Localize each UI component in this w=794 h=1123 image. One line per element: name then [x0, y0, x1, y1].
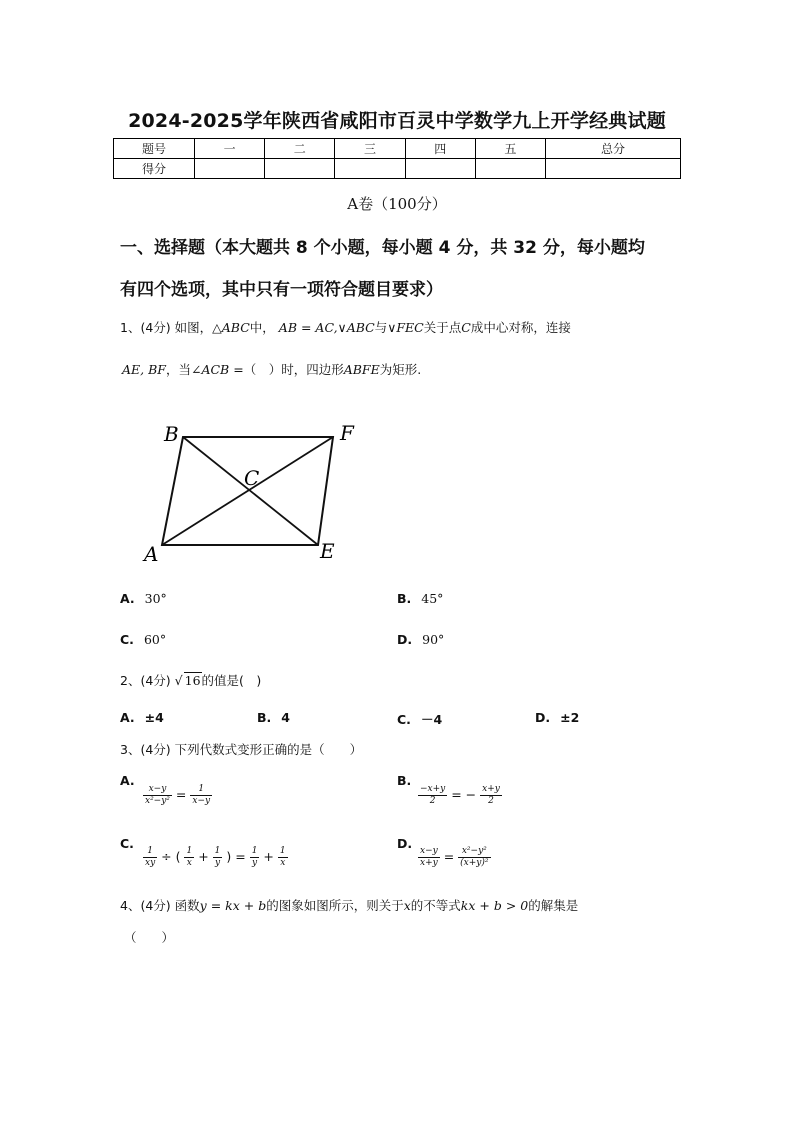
point-label-e: E — [320, 539, 335, 563]
math-expr: x — [403, 898, 411, 913]
fraction — [278, 846, 288, 869]
q3-option-c-expr — [143, 846, 288, 869]
fraction — [418, 846, 440, 869]
point-label-c: C — [244, 466, 260, 490]
denominator: x²−y² — [145, 796, 170, 806]
denominator: x−y — [192, 796, 211, 806]
denominator: xy — [145, 858, 156, 868]
question-number: 3、(4分) — [120, 742, 171, 757]
fraction — [480, 784, 502, 807]
question-1-line1 — [120, 318, 571, 336]
option-letter: B. — [397, 773, 412, 788]
question-number: 4、(4分) — [120, 898, 171, 913]
score-header-cell: 题号 — [114, 139, 195, 159]
numerator: 1 — [279, 846, 286, 856]
math-expr: △ABC — [212, 320, 250, 335]
option-letter: D. — [397, 836, 413, 851]
diagonal-be — [183, 437, 318, 545]
denominator: x+y — [420, 858, 438, 868]
operator: + — [198, 849, 209, 864]
option-letter: A. — [120, 591, 135, 606]
question-text: 的解集是 — [528, 898, 579, 913]
score-header-cell: 五 — [475, 139, 545, 159]
denominator: x — [280, 858, 286, 868]
fraction — [458, 846, 490, 869]
question-text: （ ）时，四边形 — [243, 362, 344, 377]
score-row-label: 得分 — [114, 159, 195, 179]
option-letter: A. — [120, 710, 135, 725]
exam-title: 2024-2025学年陕西省咸阳市百灵中学数学九上开学经典试题 — [128, 110, 666, 132]
math-expr: ABFE — [343, 362, 380, 377]
score-header-cell: 三 — [335, 139, 405, 159]
option-value: 60° — [143, 632, 167, 647]
option-letter: A. — [120, 773, 135, 788]
score-cell — [195, 159, 265, 179]
q2-option-b[interactable] — [257, 710, 300, 725]
paper-part-heading: A卷（100分） — [347, 195, 447, 213]
fraction — [418, 784, 447, 807]
denominator: y — [252, 858, 258, 868]
q2-option-d[interactable] — [535, 710, 589, 725]
math-expr: AE, BF — [122, 362, 166, 377]
option-value: －4 — [420, 712, 443, 727]
q1-option-b[interactable] — [397, 591, 443, 606]
operator: + — [263, 849, 274, 864]
question-text: 函数 — [174, 898, 200, 913]
option-value: 90° — [422, 632, 445, 647]
score-cell — [335, 159, 405, 179]
numerator: x−y — [420, 846, 438, 856]
score-table-row — [114, 159, 681, 179]
point-label-b: B — [164, 422, 179, 446]
q3-option-b-expr — [418, 784, 502, 807]
math-expr: AB = AC,∨ABC — [278, 320, 375, 335]
question-number: 1、(4分) — [120, 320, 171, 335]
q2-option-a[interactable] — [120, 710, 174, 725]
equals-sign: = − — [451, 787, 477, 802]
fraction — [143, 784, 172, 807]
option-letter: D. — [397, 632, 413, 647]
math-expr: C — [461, 320, 471, 335]
numerator: 1 — [190, 784, 212, 796]
operator: ) = — [226, 849, 246, 864]
numerator: 1 — [186, 846, 193, 856]
parallelogram-figure — [140, 415, 380, 575]
question-text: 的不等式 — [410, 898, 461, 913]
fraction — [184, 846, 194, 869]
question-text: 与 — [374, 320, 388, 335]
math-expr: y = kx + b — [199, 898, 267, 913]
section-heading-line1: 一、选择题（本大题共 8 个小题，每小题 4 分，共 32 分，每小题均 — [120, 238, 645, 258]
q3-option-a-letter[interactable] — [120, 773, 145, 788]
question-4-answer-paren: （ ） — [124, 930, 175, 945]
point-label-a: A — [144, 542, 159, 566]
equals-sign: = — [175, 787, 187, 802]
numerator: 1 — [143, 846, 157, 858]
numerator: x²−y² — [458, 846, 490, 858]
option-value: 45° — [421, 591, 444, 606]
option-value: 4 — [281, 710, 290, 725]
option-value: 30° — [144, 591, 167, 606]
denominator: 2 — [429, 796, 436, 806]
equals-sign: = — [443, 849, 455, 864]
question-text: 关于点 — [423, 320, 462, 335]
denominator: y — [214, 858, 221, 868]
numerator: x+y — [482, 784, 500, 794]
score-table — [113, 138, 681, 179]
score-cell — [475, 159, 545, 179]
q3-option-c-letter[interactable] — [120, 836, 144, 851]
question-text: 下列代数式变形正确的是（ ） — [174, 742, 363, 757]
score-header-cell: 总分 — [546, 139, 681, 159]
q1-option-a[interactable] — [120, 591, 167, 606]
q1-option-c[interactable] — [120, 632, 166, 647]
question-2 — [120, 671, 261, 689]
denominator: (x+y)² — [460, 858, 489, 868]
section-heading-line2: 有四个选项，其中只有一项符合题目要求） — [120, 280, 443, 300]
option-letter: C. — [397, 712, 411, 727]
question-text: 为矩形. — [379, 362, 422, 377]
numerator: 1 — [214, 846, 221, 856]
q2-option-c[interactable] — [397, 710, 452, 728]
point-label-f: F — [340, 421, 354, 445]
fraction — [250, 846, 260, 869]
question-1-line2 — [122, 360, 421, 378]
option-letter: C. — [120, 836, 134, 851]
q1-option-d[interactable] — [397, 632, 444, 647]
question-text: 中， — [249, 320, 275, 335]
question-text: ，当 — [165, 362, 191, 377]
question-text: 的图象如图所示，则关于 — [266, 898, 404, 913]
score-cell — [405, 159, 475, 179]
denominator: x — [186, 858, 192, 868]
question-text: 的值是( ) — [201, 673, 262, 688]
option-value: ±2 — [560, 710, 580, 725]
option-value: ±4 — [144, 710, 164, 725]
question-3 — [120, 740, 362, 758]
option-letter: B. — [397, 591, 412, 606]
option-letter: D. — [535, 710, 551, 725]
math-expr: kx + b > 0 — [460, 898, 529, 913]
question-text: 如图， — [174, 320, 213, 335]
question-4 — [120, 896, 578, 914]
score-cell — [546, 159, 681, 179]
score-cell — [265, 159, 335, 179]
q3-option-a-expr — [143, 784, 212, 807]
option-letter: C. — [120, 632, 134, 647]
numerator: x−y — [143, 784, 172, 796]
fraction — [213, 846, 223, 869]
sqrt-expr: √ 16 — [174, 673, 201, 688]
operator: ÷ ( — [161, 849, 181, 864]
radicand: 16 — [184, 673, 201, 688]
score-table-header-row — [114, 139, 681, 159]
diagonal-af — [162, 437, 333, 545]
numerator: 1 — [251, 846, 258, 856]
math-expr: ∨FEC — [387, 320, 424, 335]
denominator: 2 — [488, 796, 494, 806]
question-text: 成中心对称，连接 — [470, 320, 571, 335]
question-number: 2、(4分) — [120, 673, 171, 688]
score-header-cell: 四 — [405, 139, 475, 159]
math-expr: ∠ACB = — [190, 362, 244, 377]
score-header-cell: 一 — [195, 139, 265, 159]
fraction — [190, 784, 212, 807]
fraction — [143, 846, 157, 869]
option-letter: B. — [257, 710, 272, 725]
q3-option-d-expr — [418, 846, 491, 869]
numerator: −x+y — [420, 784, 446, 794]
score-header-cell: 二 — [265, 139, 335, 159]
